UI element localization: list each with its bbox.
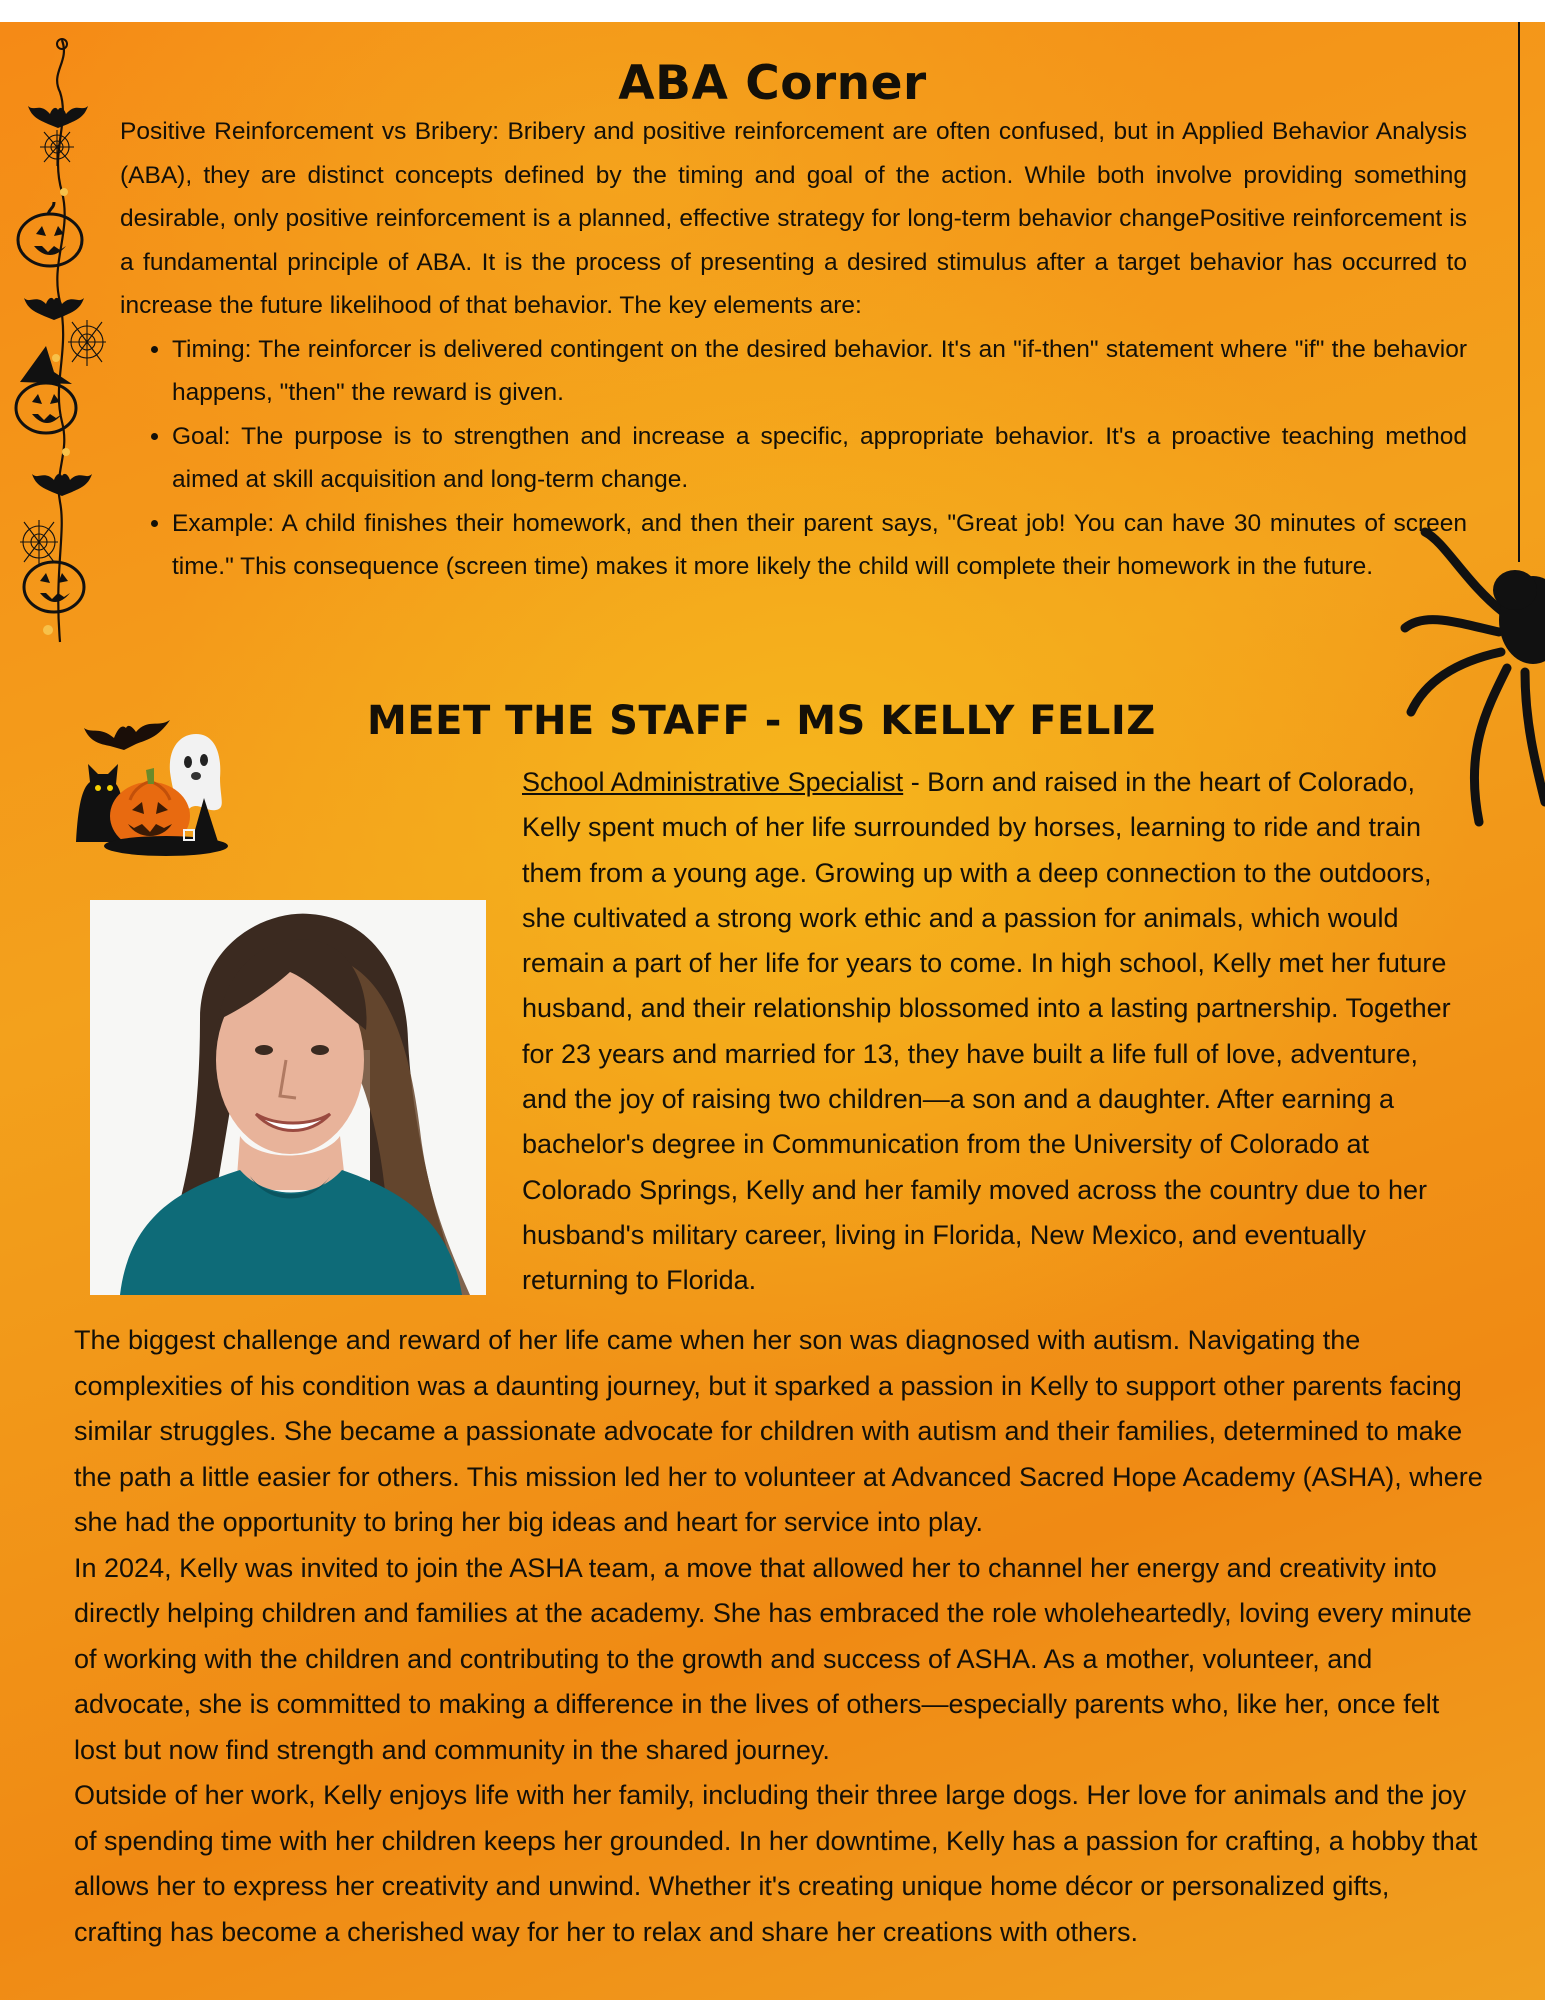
newsletter-page bbox=[0, 22, 1545, 2000]
aba-bullet-example: • Example: A child finishes their homework, and then their parent says, "Great job! You can have 30 minutes of screen time." This consequence (screen time) makes it more likely the child will complete their homework in the future. bbox=[172, 502, 1467, 589]
aba-corner-body bbox=[120, 110, 1467, 589]
staff-bio-continued bbox=[74, 1318, 1484, 1955]
staff-bio-intro bbox=[522, 760, 1452, 1304]
staff-bio-paragraph-asha-team: In 2024, Kelly was invited to join the ASHA team, a move that allowed her to channel her energy and creativity into directly helping children and families at the academy. She has embraced the role wholeheartedly, loving every minute of working with the children and contributing to the growth and success of ASHA. As a mother, volunteer, and advocate, she is committed to making a difference in the lives of others—especially parents who, like her, once felt lost but now find strength and community in the shared journey. bbox=[74, 1552, 1472, 1765]
staff-role-title: School Administrative Specialist bbox=[522, 767, 904, 797]
staff-bio-paragraph-autism: The biggest challenge and reward of her life came when her son was diagnosed with autism. Navigating the complexities of his condition was a daunting journey, but it sparked a passion in Kelly to support other parents facing similar struggles. She became a passionate advocate for children with autism and their families, determined to make the path a little easier for others. This mission led her to volunteer at Advanced Sacred Hope Academy (ASHA), where she had the opportunity to bring her big ideas and heart for service into play. bbox=[74, 1325, 1483, 1537]
halloween-cluster-icon bbox=[70, 698, 240, 858]
aba-bullet-goal: • Goal: The purpose is to strengthen and increase a specific, appropriate behavior. It's a proactive teaching method aimed at skill acquisition and long-term change. bbox=[172, 415, 1467, 502]
halloween-garland-icon bbox=[10, 32, 110, 652]
staff-bio-paragraph-hobbies: Outside of her work, Kelly enjoys life with her family, including their three large dogs. Her love for animals and the joy of spending time with her children keeps her grounded. In her downtime, Kelly has a passion for crafting, a hobby that allows her to express her creativity and unwind. Whether it's creating unique home décor or personalized gifts, crafting has become a cherished way for her to relax and share her creations with others. bbox=[74, 1780, 1478, 1947]
aba-corner-title: ABA Corner bbox=[618, 56, 927, 111]
staff-portrait-photo bbox=[90, 900, 486, 1295]
aba-bullet-timing: • Timing: The reinforcer is delivered contingent on the desired behavior. It's an "if-then" statement where "if" the behavior happens, "then" the reward is given. bbox=[172, 328, 1467, 415]
aba-intro-paragraph: Positive Reinforcement vs Bribery: Bribery and positive reinforcement are often confused, but in Applied Behavior Analysis (ABA), they are distinct concepts defined by the timing and goal of the action. While both involve providing something desirable, only positive reinforcement is a planned, effective strategy for long-term behavior changePositive reinforcement is a fundamental principle of ABA. It is the process of presenting a desired stimulus after a target behavior has occurred to increase the future likelihood of that behavior. The key elements are: bbox=[120, 118, 1467, 319]
aba-key-elements-list bbox=[120, 328, 1467, 589]
staff-bio-intro-text: - Born and raised in the heart of Colorado, Kelly spent much of her life surrounded by horses, learning to ride and train them from a young age. Growing up with a deep connection to the outdoors, she cultivated a strong work ethic and a passion for animals, which would remain a part of her life for years to come. In high school, Kelly met her future husband, and their relationship blossomed into a lasting partnership. Together for 23 years and married for 13, they have built a life full of love, adventure, and the joy of raising two children—a son and a daughter. After earning a bachelor's degree in Communication from the University of Colorado at Colorado Springs, Kelly and her family moved across the country due to her husband's military career, living in Florida, New Mexico, and eventually returning to Florida. bbox=[522, 767, 1451, 1296]
meet-the-staff-title: MEET THE STAFF - MS KELLY FELIZ bbox=[367, 698, 1156, 744]
